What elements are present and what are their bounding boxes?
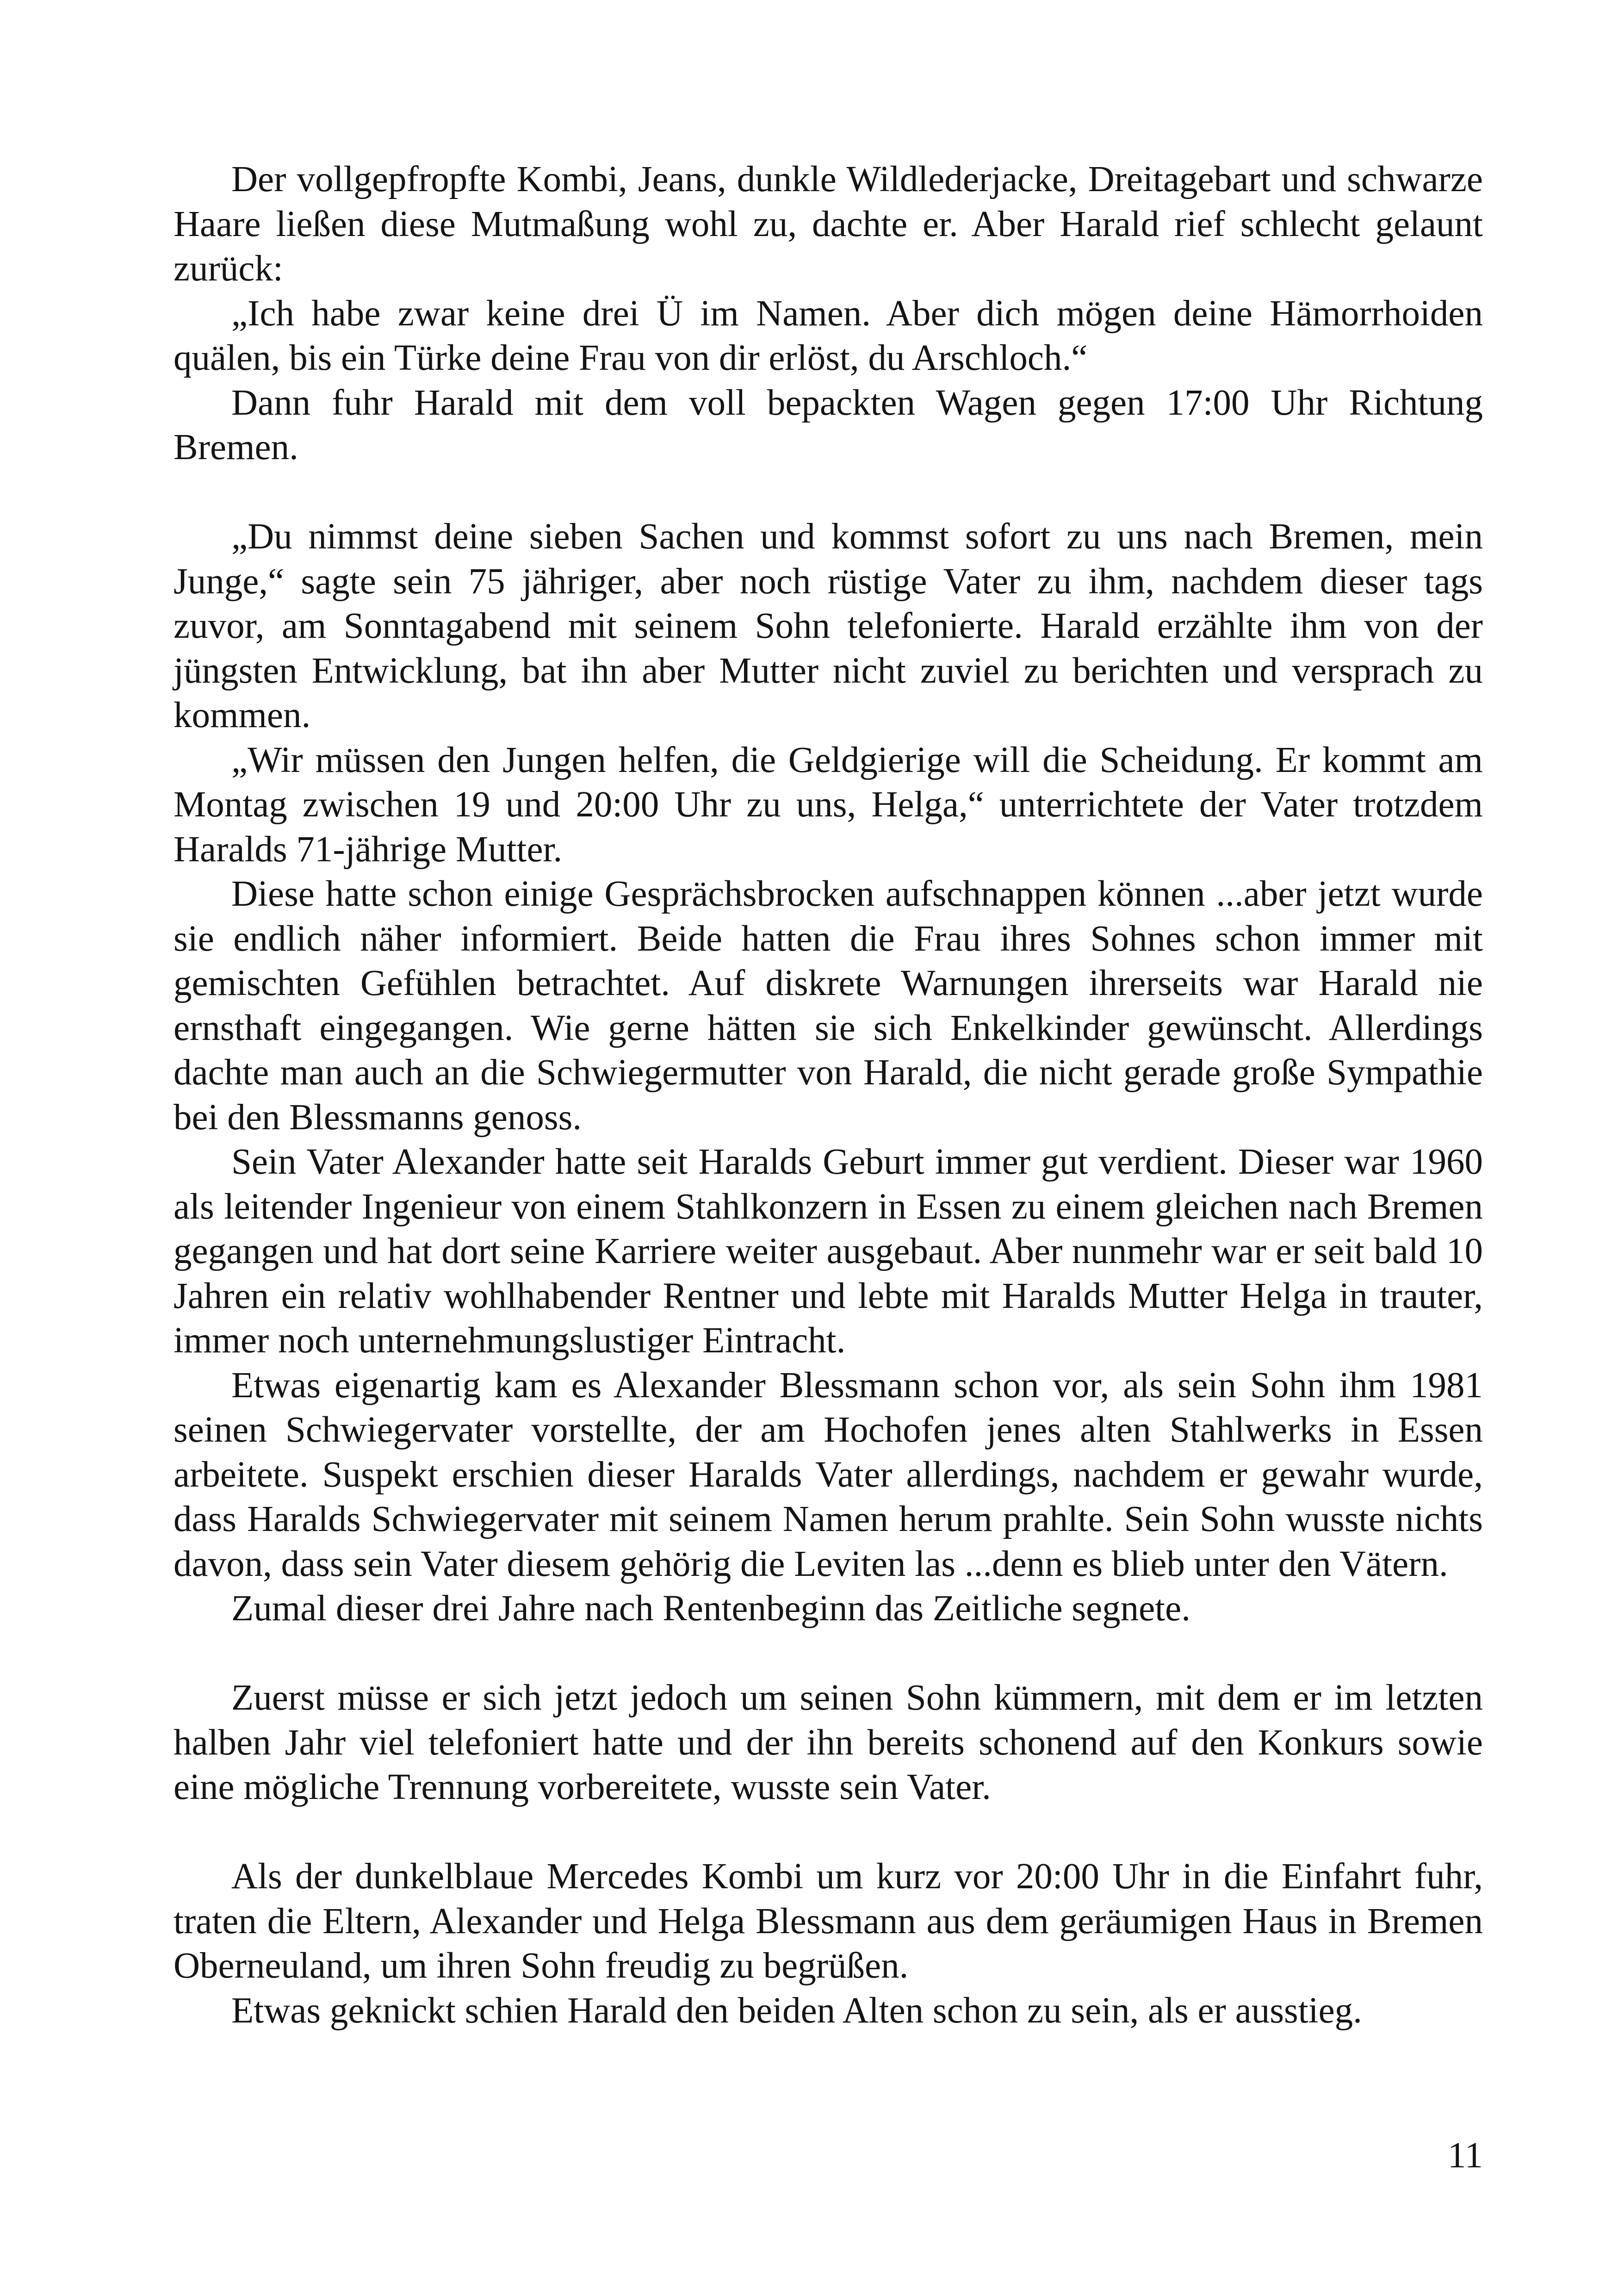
- paragraph-4: „Du nimmst deine sieben Sachen und kommst sofort zu uns nach Bremen, mein Junge,“ sagte sein 75 jähriger, aber noch rüstige Vater zu ihm, nachdem dieser tags zuvor, am Sonntagabend mit seinem Sohn telefonierte. Harald erzählte ihm von der jüngsten Entwicklung, bat ihn aber Mutter nicht zuviel zu berichten und versprach zu kommen.: [174, 516, 1483, 735]
- section-gap: [174, 1631, 1483, 1676]
- paragraph-9: Zumal dieser drei Jahre nach Rentenbeginn das Zeitliche segnete.: [231, 1588, 1190, 1629]
- section-gap: [174, 1810, 1483, 1855]
- paragraph-5: „Wir müssen den Jungen helfen, die Geldgierige will die Scheidung. Er kommt am Montag zwischen 19 und 20:00 Uhr zu uns, Helga,“ unterrichtete der Vater trotzdem Haralds 71-jährige Mutter.: [174, 740, 1483, 870]
- paragraph-1: Der vollgepfropfte Kombi, Jeans, dunkle Wildlederjacke, Dreitagebart und schwarze Haare ließen diese Mutmaßung wohl zu, dachte er. Aber Harald rief schlecht gelaunt zurück:: [174, 159, 1483, 289]
- paragraph-7: Sein Vater Alexander hatte seit Haralds Geburt immer gut verdient. Dieser war 1960 als leitender Ingenieur von einem Stahlkonzern in Essen zu einem gleichen nach Bremen gegangen und hat dort seine Karriere weiter ausgebaut. Aber nunmehr war er seit bald 10 Jahren ein relativ wohlhabender Rentner und lebte mit Haralds Mutter Helga in trauter, immer noch unternehmungslustiger Eintracht.: [174, 1142, 1483, 1361]
- paragraph-8: Etwas eigenartig kam es Alexander Blessmann schon vor, als sein Sohn ihm 1981 seinen Schwiegervater vorstellte, der am Hochofen jenes alten Stahlwerks in Essen arbeitete. Suspekt erschien dieser Haralds Vater allerdings, nachdem er gewahr wurde, dass Haralds Schwiegervater mit seinem Namen herum prahlte. Sein Sohn wusste nichts davon, dass sein Vater diesem gehörig die Leviten las ...denn es blieb unter den Vätern.: [174, 1365, 1483, 1584]
- paragraph-10: Zuerst müsse er sich jetzt jedoch um seinen Sohn kümmern, mit dem er im letzten halben Jahr viel telefoniert hatte und der ihn bereits schonend auf den Konkurs sowie eine mögliche Trennung vorbereitete, wusste sein Vater.: [174, 1678, 1483, 1807]
- paragraph-6: Diese hatte schon einige Gesprächsbrocken aufschnappen können ...aber jetzt wurde sie endlich näher informiert. Beide hatten die Frau ihres Sohnes schon immer mit gemischten Gefühlen betrachtet. Auf diskrete Warnungen ihrerseits war Harald nie ernsthaft eingegangen. Wie gerne hätten sie sich Enkelkinder gewünscht. Allerdings dachte man auch an die Schwiegermutter von Harald, die nicht gerade große Sympathie bei den Blessmanns genoss.: [174, 874, 1483, 1138]
- page-number: 11: [1447, 2135, 1483, 2176]
- paragraph-12: Etwas geknickt schien Harald den beiden Alten schon zu sein, als er ausstieg.: [231, 1990, 1362, 2031]
- body-text: [174, 157, 1483, 2033]
- paragraph-2: „Ich habe zwar keine drei Ü im Namen. Aber dich mögen deine Hämorrhoiden quälen, bis ein Türke deine Frau von dir erlöst, du Arschloch.“: [174, 293, 1483, 378]
- paragraph-11: Als der dunkelblaue Mercedes Kombi um kurz vor 20:00 Uhr in die Einfahrt fuhr, traten die Eltern, Alexander und Helga Blessmann aus dem geräumigen Haus in Bremen Oberneuland, um ihren Sohn freudig zu begrüßen.: [174, 1856, 1483, 1986]
- section-gap: [174, 470, 1483, 515]
- paragraph-3: Dann fuhr Harald mit dem voll bepackten Wagen gegen 17:00 Uhr Richtung Bremen.: [174, 382, 1483, 467]
